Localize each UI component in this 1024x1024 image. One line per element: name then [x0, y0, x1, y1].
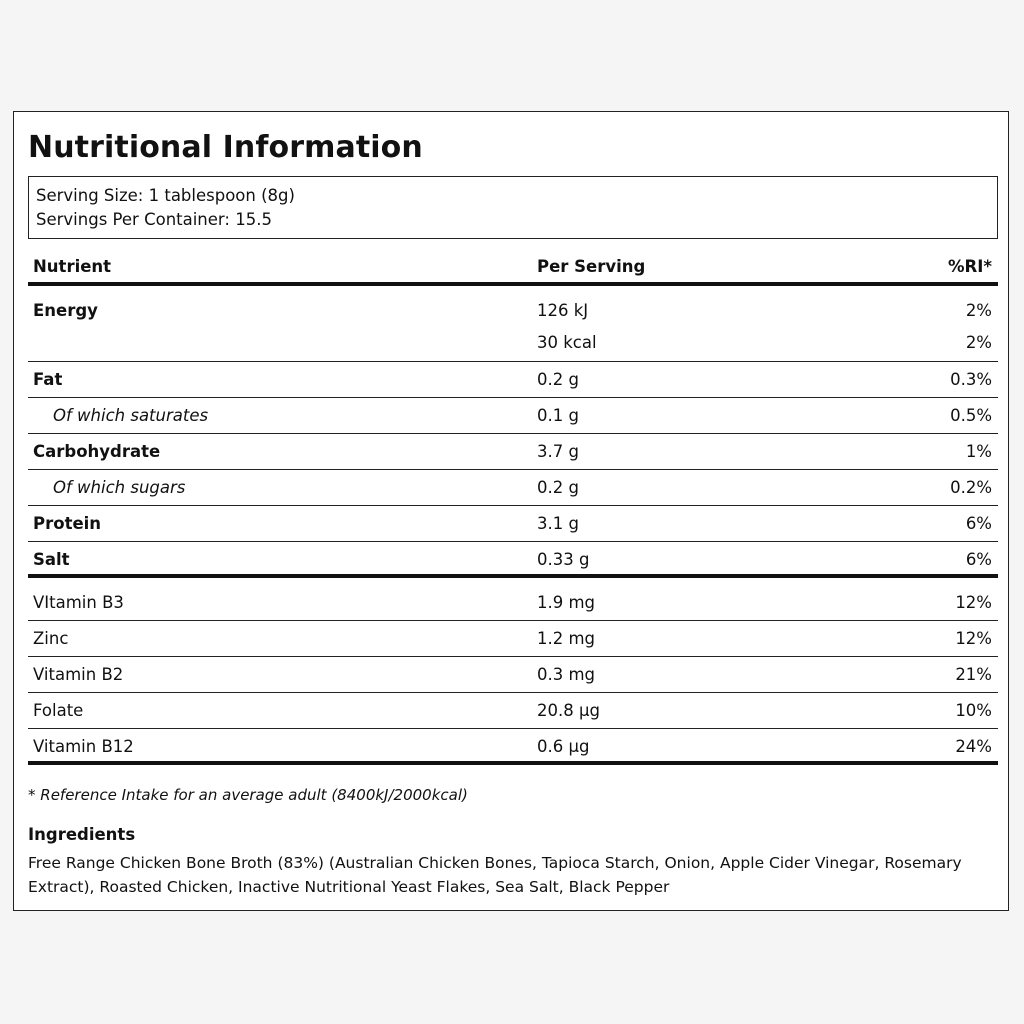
nutrition-panel [13, 111, 1009, 911]
table-row [28, 470, 998, 506]
table-row [28, 729, 998, 765]
table-header [28, 248, 998, 286]
nutrient-value: 0.6 µg [537, 737, 590, 756]
ingredients-text: Free Range Chicken Bone Broth (83%) (Australian Chicken Bones, Tapioca Starch, Onion, Apple Cider Vinegar, Rosemary Extract), Roasted Chicken, Inactive Nutritional Yeast Flakes, Sea Salt, Black Pepper [28, 854, 962, 896]
nutrient-ri: 21% [955, 665, 992, 684]
nutrient-value: 3.7 g [537, 442, 579, 461]
nutrient-name: Vitamin B12 [33, 737, 134, 756]
table-row [28, 578, 998, 621]
nutrient-name: VItamin B3 [33, 593, 124, 612]
nutrient-ri: 6% [965, 550, 992, 569]
nutrient-name: Of which sugars [53, 478, 186, 497]
table-row [28, 434, 998, 470]
nutrient-ri: 12% [955, 629, 992, 648]
table-row [28, 506, 998, 542]
header-nutrient: Nutrient [33, 257, 112, 276]
nutrient-value: 0.3 mg [537, 665, 596, 684]
nutrient-name: Protein [33, 514, 102, 533]
nutrient-value: 0.33 g [537, 550, 590, 569]
nutrient-value: 20.8 µg [537, 701, 600, 720]
nutrient-value: 126 kJ [537, 301, 589, 320]
table-row [28, 398, 998, 434]
nutrient-ri: 24% [955, 737, 992, 756]
header-per-serving: Per Serving [537, 257, 646, 276]
nutrient-ri: 6% [965, 514, 992, 533]
nutrient-ri: 0.3% [950, 370, 992, 389]
nutrient-name: Fat [33, 370, 63, 389]
nutrition-table [28, 248, 998, 765]
table-row [28, 693, 998, 729]
nutrient-value: 1.9 mg [537, 593, 596, 612]
nutrient-value: 1.2 mg [537, 629, 596, 648]
nutrient-ri: 2% [965, 333, 992, 352]
nutrient-name: Carbohydrate [33, 442, 161, 461]
nutrient-ri: 0.5% [950, 406, 992, 425]
table-row [28, 362, 998, 398]
nutrient-ri: 2% [965, 301, 992, 320]
servings-per-container: Servings Per Container: 15.5 [36, 210, 272, 229]
nutrient-name: Folate [33, 701, 84, 720]
reference-intake-footnote: * Reference Intake for an average adult (8400kJ/2000kcal) [28, 786, 468, 804]
nutrient-name: Salt [33, 550, 70, 569]
table-row-energy-kj [28, 286, 998, 329]
nutrient-ri: 10% [955, 701, 992, 720]
nutrient-ri: 1% [965, 442, 992, 461]
table-row [28, 657, 998, 693]
nutrient-value: 30 kcal [537, 333, 597, 352]
nutrient-name: Of which saturates [53, 406, 209, 425]
serving-size: Serving Size: 1 tablespoon (8g) [36, 186, 295, 205]
nutrient-value: 3.1 g [537, 514, 579, 533]
table-row-energy-kcal [28, 329, 998, 362]
header-ri: %RI* [947, 257, 992, 276]
nutrient-value: 0.2 g [537, 478, 579, 497]
nutrient-name: Zinc [33, 629, 69, 648]
nutrient-name: Energy [33, 301, 98, 320]
nutrient-ri: 0.2% [950, 478, 992, 497]
nutrient-ri: 12% [955, 593, 992, 612]
table-row [28, 542, 998, 578]
ingredients-title: Ingredients [28, 825, 136, 844]
page-title: Nutritional Information [28, 130, 423, 165]
table-row [28, 621, 998, 657]
nutrient-value: 0.1 g [537, 406, 579, 425]
nutrient-value: 0.2 g [537, 370, 579, 389]
serving-info-box [28, 176, 998, 239]
nutrient-name: Vitamin B2 [33, 665, 124, 684]
